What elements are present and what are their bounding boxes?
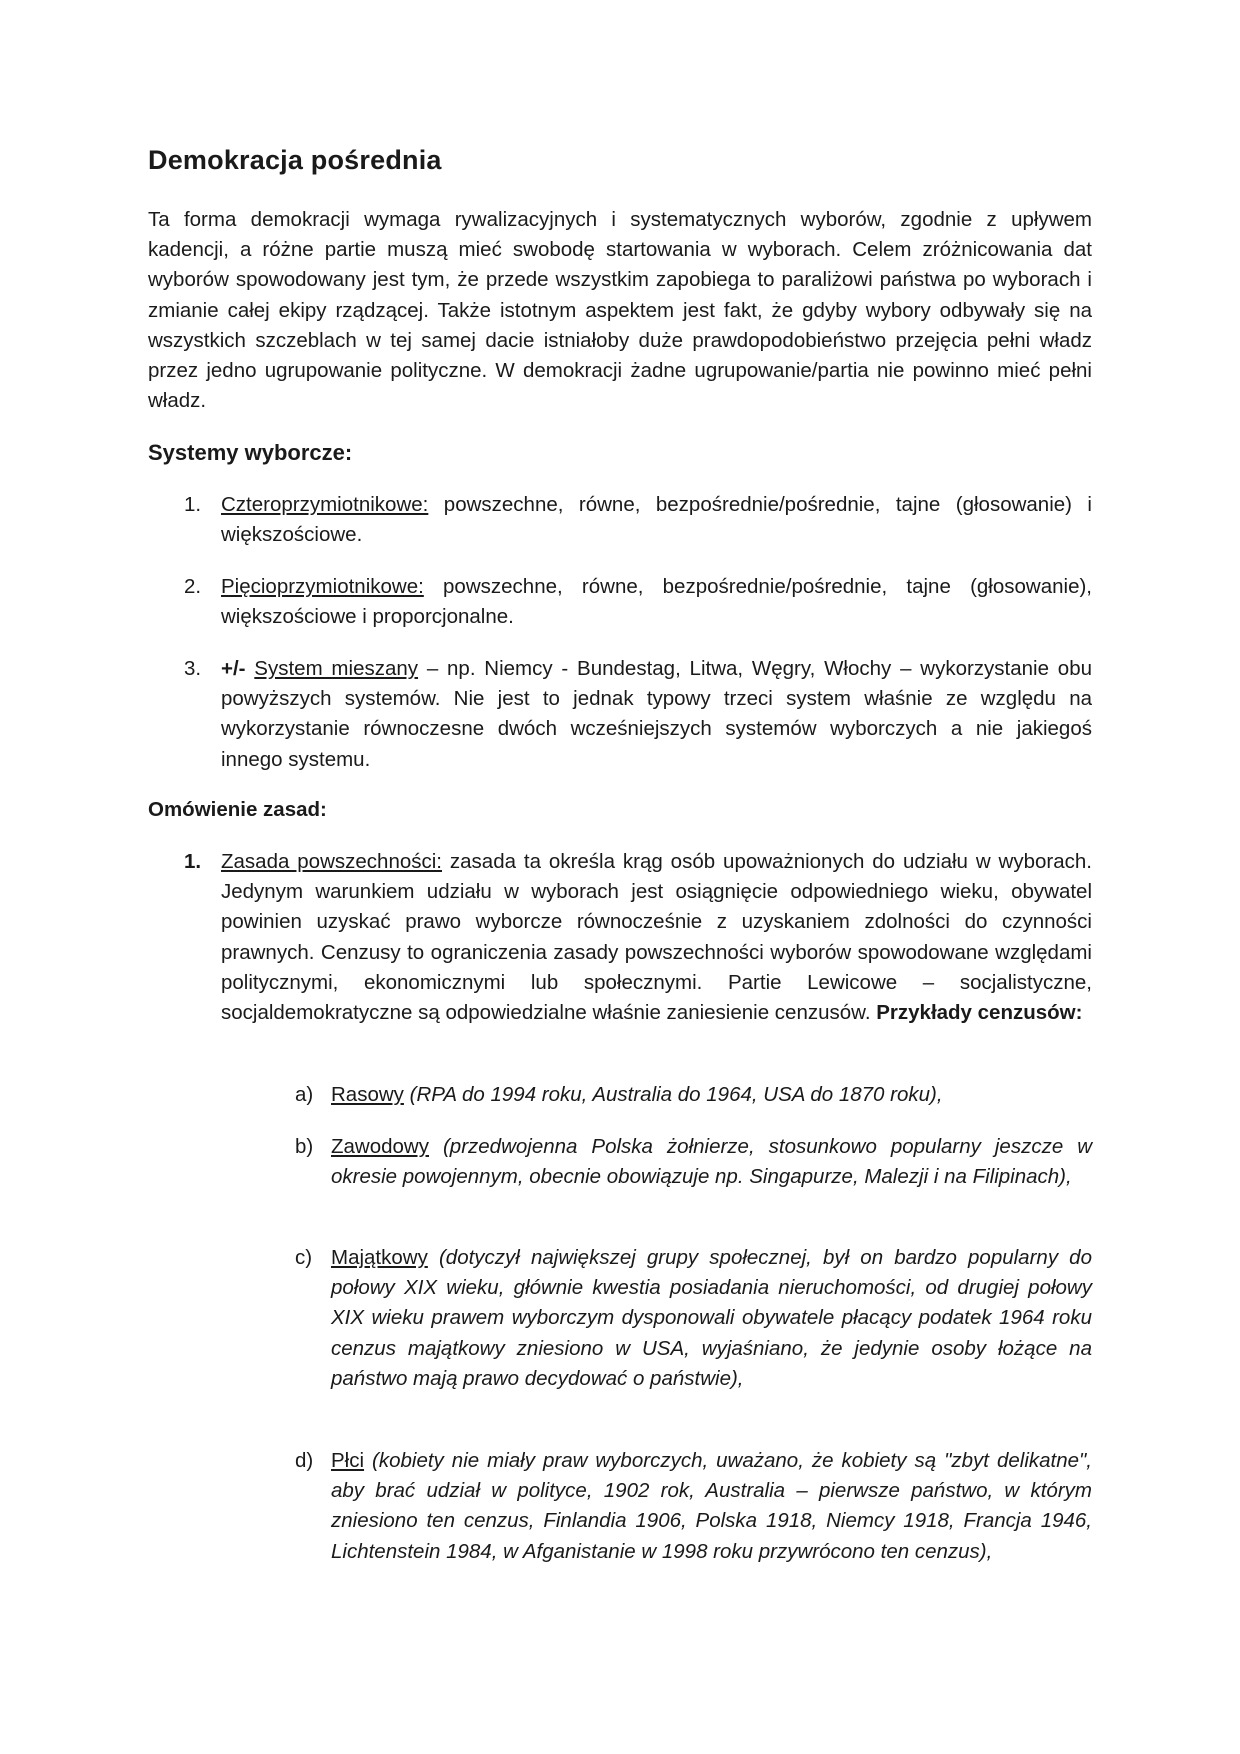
list-letter: b) (295, 1135, 314, 1158)
principle-description: zasada ta określa krąg osób upoważnionych do udziału w wyborach. Jedynym warunkiem udziału w wyborach jest osiągnięcie odpowiedniego wieku, obywatel powinien uzyskać prawo wyborcze równocześnie z uzyskaniem zdolności do czynności prawnych. Cenzusy to ograniczenia zasady powszechności wyborów spowodowane względami politycznymi, ekonomicznymi lub społecznymi. Partie Lewicowe – socjalistyczne, socjaldemokratyczne są odpowiedzialne właśnie zaniesienie cenzusów. (221, 850, 1092, 1025)
system-description: powszechne, równe, bezpośrednie/pośrednie, tajne (głosowanie), większościowe i proporcjonalne. (221, 575, 1092, 629)
system-description: powszechne, równe, bezpośrednie/pośrednie, tajne (głosowanie) i większościowe. (221, 493, 1092, 547)
list-item-body (331, 1080, 1092, 1110)
census-description: (RPA do 1994 roku, Australia do 1964, USA do 1870 roku), (403, 1083, 943, 1106)
systems-heading: Systemy wyborcze: (148, 440, 353, 465)
system-description: – np. Niemcy - Bundestag, Litwa, Węgry, Włochy – wykorzystanie obu powyższych systemów. Nie jest to jednak typowy trzeci system właśnie ze względu na wykorzystanie równoczesne dwóch wcześniejszych systemów wyborczych a nie jakiegoś innego systemu. (221, 657, 1092, 771)
list-item-body (221, 572, 1092, 632)
list-item-body (221, 847, 1092, 1028)
system-name: System mieszany (254, 657, 419, 680)
census-description: (kobiety nie miały praw wyborczych, uważano, że kobiety są "zbyt delikatne", aby brać udział w polityce, 1902 rok, Australia – pierwsze państwo, w którym zniesiono ten cenzus, Finlandia 1906, Polska 1918, Niemcy 1918, Francja 1946, Lichtenstein 1984, w Afganistanie w 1998 roku przywrócono ten cenzus), (331, 1449, 1092, 1563)
list-letter: d) (295, 1449, 314, 1472)
list-item-body (331, 1132, 1092, 1192)
intro-paragraph: Ta forma demokracji wymaga rywalizacyjnych i systematycznych wyborów, zgodnie z upływem kadencji, a różne partie muszą mieć swobodę startowania w wyborach. Celem zróżnicowania dat wyborów spowodowany jest tym, że przede wszystkim zapobiega to paraliżowi państwa po wyborach i zmianie całej ekipy rządzącej. Także istotnym aspektem jest fakt, że gdyby wybory odbywały się na wszystkich szczeblach w tej samej dacie istniałoby duże prawdopodobieństwo przejęcia pełni władz przez jedno ugrupowanie polityczne. W demokracji żadne ugrupowanie/partia nie powinno mieć pełni władz. (148, 208, 1092, 413)
census-name: Majątkowy (331, 1246, 428, 1269)
list-item-body (331, 1243, 1092, 1394)
census-name: Płci (331, 1449, 365, 1472)
principle-name: Zasada powszechności: (221, 850, 442, 873)
principles-heading: Omówienie zasad: (148, 798, 327, 821)
examples-label: Przykłady cenzusów: (876, 1001, 1083, 1025)
list-number: 1. (184, 850, 202, 873)
list-item-body (331, 1446, 1092, 1567)
document-title: Demokracja pośrednia (148, 145, 442, 175)
census-description: (dotyczył największej grupy społecznej, był on bardzo popularny do połowy XIX wieku, głównie kwestia posiadania nieruchomości, od drugiej połowy XIX wieku prawem wyborczym dysponowali obywatele płacący podatek 1964 roku cenzus majątkowy zniesiono w USA, wyjaśniano, że jedynie osoby łożące na państwo mają prawo decydować o państwie), (331, 1246, 1092, 1390)
census-name: Rasowy (331, 1083, 404, 1106)
list-letter: a) (295, 1083, 314, 1106)
list-item-body (221, 654, 1092, 775)
system-prefix: +/- (221, 657, 255, 680)
system-name: Czteroprzymiotnikowe: (221, 493, 429, 516)
system-name: Pięcioprzymiotnikowe: (221, 575, 424, 598)
list-letter: c) (295, 1246, 313, 1269)
list-number: 3. (184, 657, 202, 680)
list-number: 1. (184, 493, 202, 516)
census-description: (przedwojenna Polska żołnierze, stosunkowo popularny jeszcze w okresie powojennym, obecnie obowiązuje np. Singapurze, Malezji i na Filipinach), (331, 1135, 1092, 1189)
list-item-body (221, 490, 1092, 550)
census-name: Zawodowy (331, 1135, 429, 1158)
list-number: 2. (184, 575, 202, 598)
